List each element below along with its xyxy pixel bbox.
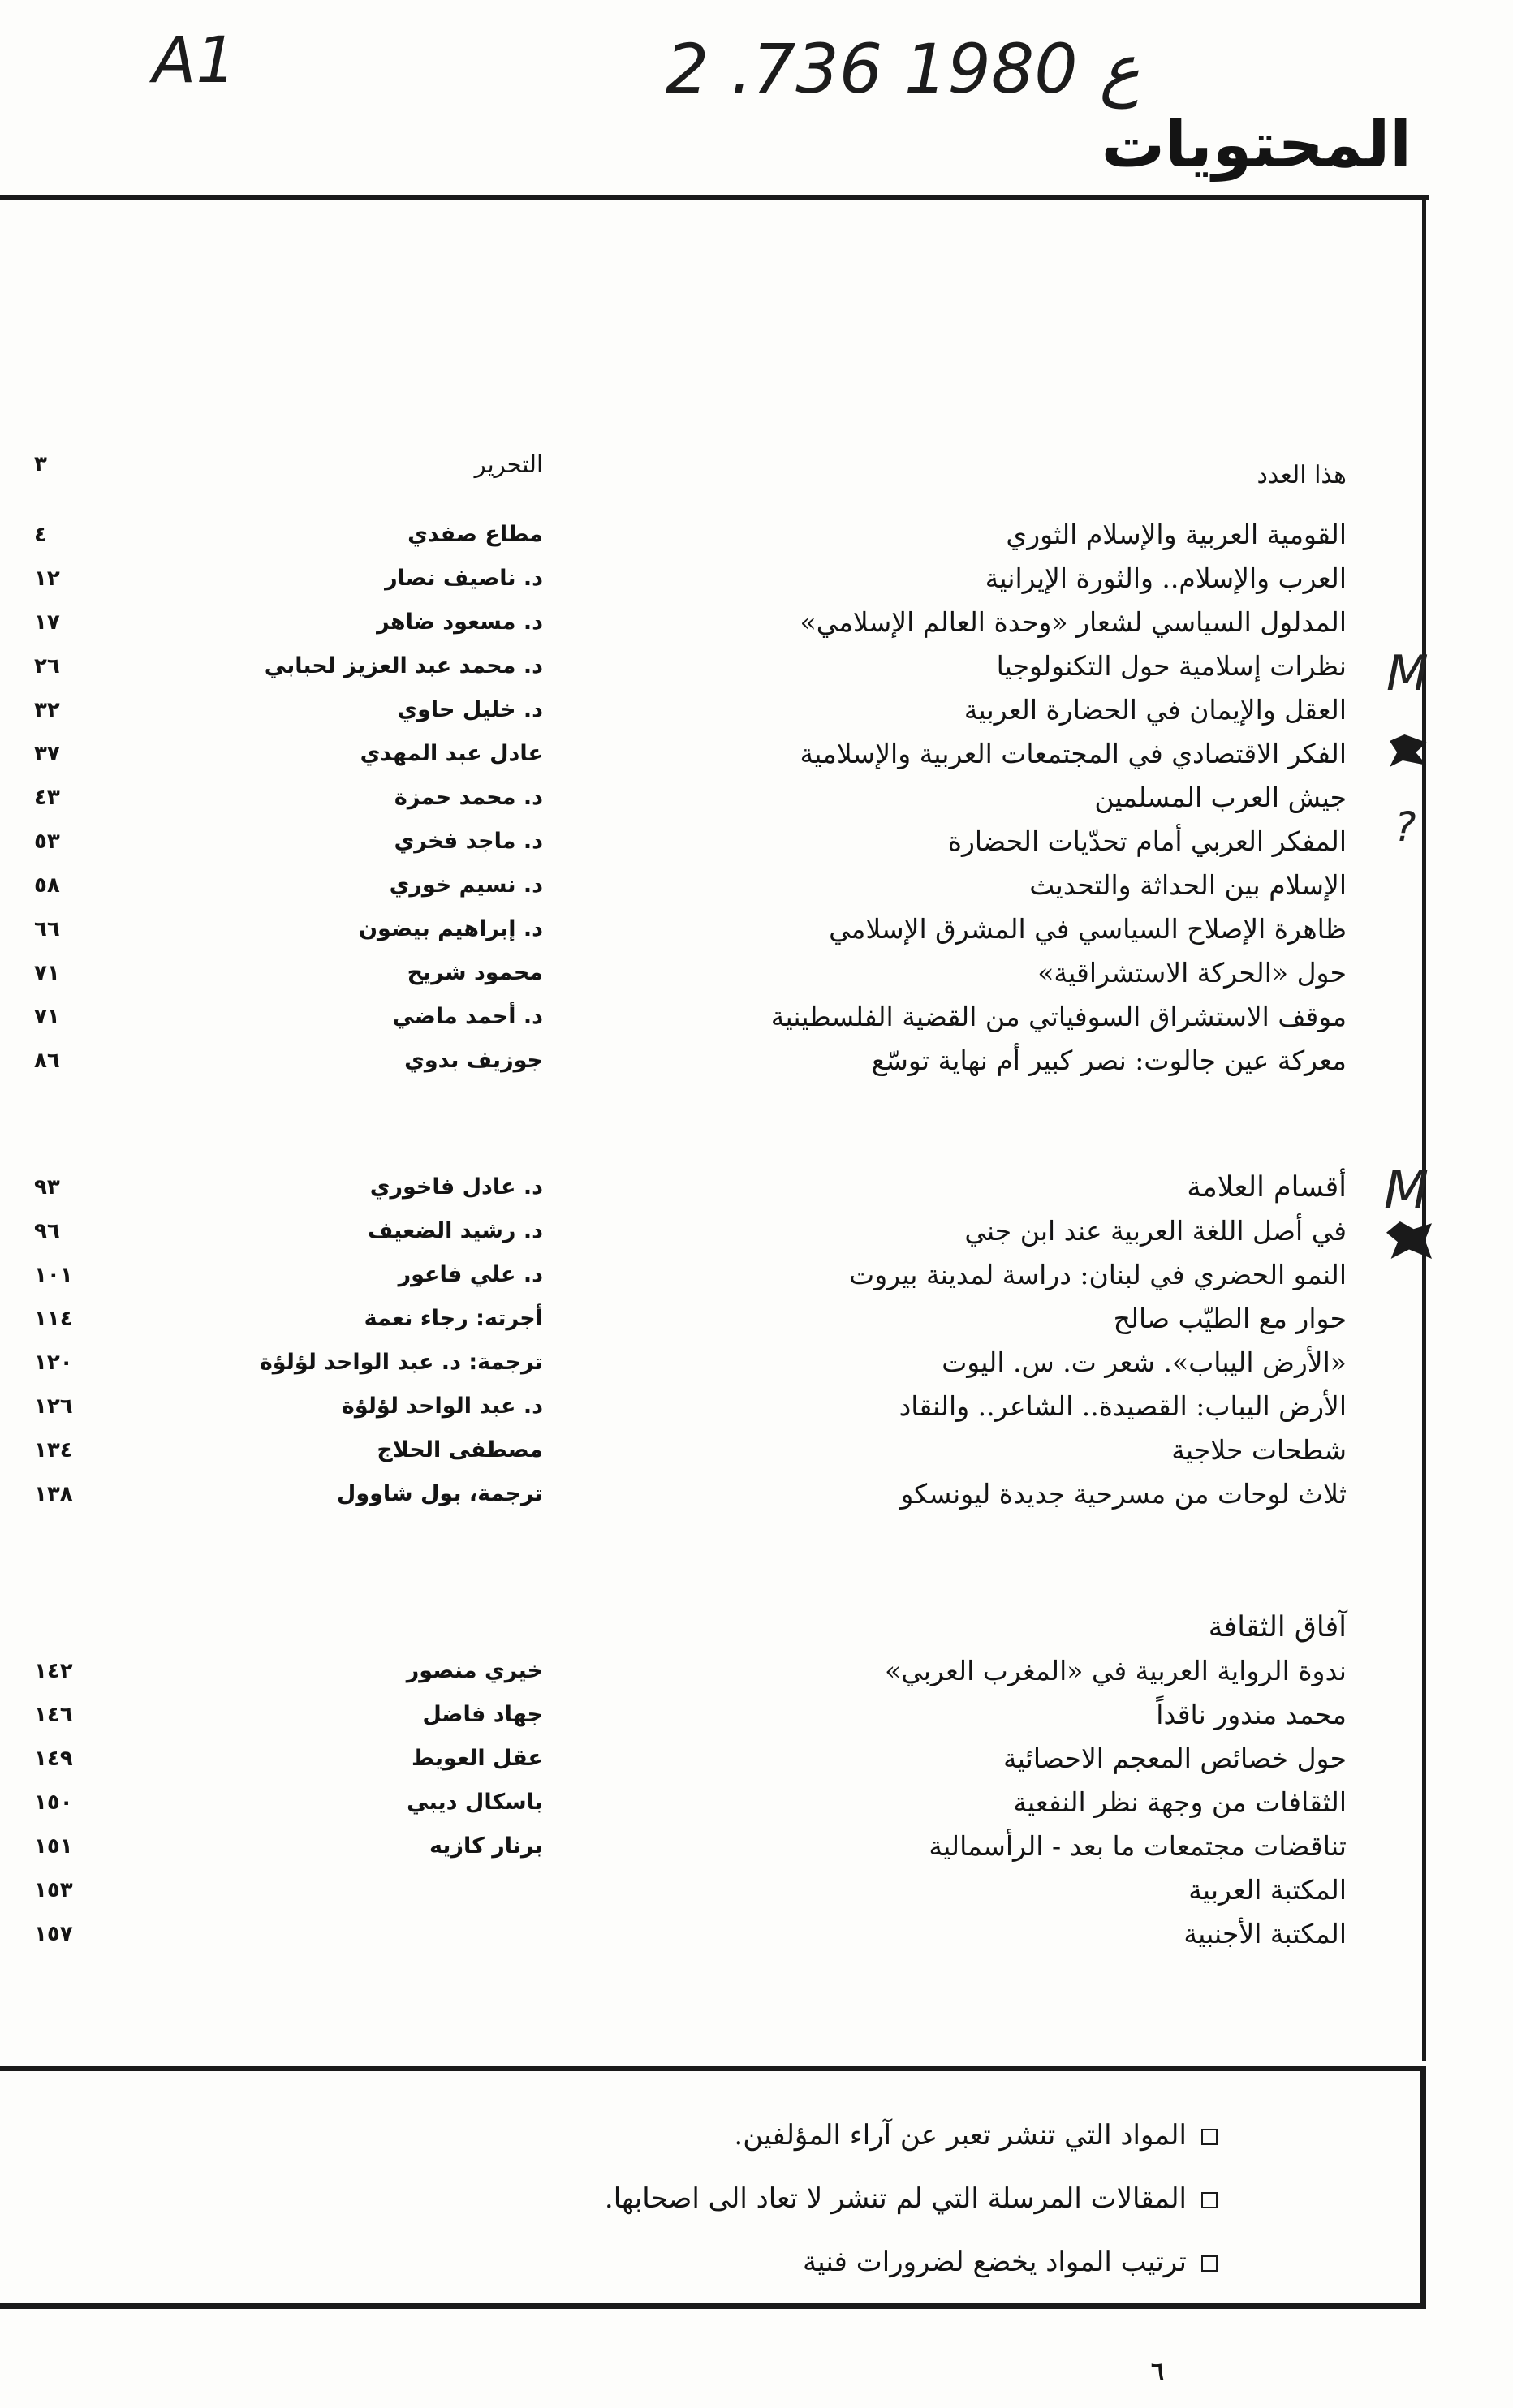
notes-box (0, 2066, 1426, 2309)
toc-row (0, 1649, 1513, 1693)
toc-page: ١٥٧ (34, 1922, 73, 1946)
toc-author: د. إبراهيم بيضون (358, 916, 543, 941)
toc-page: ٥٣ (34, 829, 60, 854)
toc-page: ١٠١ (34, 1263, 73, 1287)
toc-page: ١٥١ (34, 1834, 73, 1859)
toc-author: أجرته: رجاء نعمة (364, 1306, 543, 1331)
note-item (605, 2104, 1218, 2167)
toc-title: المكتبة العربية (1188, 1874, 1347, 1906)
toc-title: الأرض اليباب: القصيدة.. الشاعر.. والنقاد (899, 1390, 1347, 1422)
toc-row (0, 776, 1513, 820)
toc-row-editorial (0, 442, 1513, 489)
toc-title: شطحات حلاجية (1171, 1434, 1347, 1466)
toc-title: حول خصائص المعجم الاحصائية (1003, 1742, 1347, 1774)
toc-section-heading (0, 1605, 1513, 1649)
square-bullet-icon (1201, 2255, 1218, 2272)
toc-author: جهاد فاضل (422, 1702, 543, 1727)
toc-row (0, 1385, 1513, 1428)
toc-author: باسكال ديبي (407, 1790, 543, 1815)
toc-row (0, 1737, 1513, 1781)
toc-page: ١٥٣ (34, 1878, 73, 1902)
toc-row (0, 1428, 1513, 1472)
toc-author: مطاع صفدي (407, 522, 543, 547)
toc-page: ٦٦ (34, 917, 60, 941)
toc-title: المدلول السياسي لشعار «وحدة العالم الإسلامي» (800, 606, 1347, 638)
toc-title: المكتبة الأجنبية (1183, 1918, 1347, 1949)
toc-page: ٥٨ (34, 873, 60, 898)
handwritten-id: A1 (153, 24, 236, 97)
toc-title: حوار مع الطيّب صالح (1113, 1303, 1347, 1334)
toc-row (0, 1868, 1513, 1912)
toc-title: ندوة الرواية العربية في «المغرب العربي» (885, 1655, 1347, 1686)
toc-author: د. ماجد فخري (394, 829, 543, 854)
toc-author: د. خليل حاوي (397, 697, 543, 722)
section-heading-title: أقسام العلامة (1187, 1171, 1347, 1204)
toc-title: هذا العدد (1257, 461, 1347, 489)
toc-page: ٩٣ (34, 1175, 60, 1200)
toc-row (0, 1472, 1513, 1516)
toc-title: في أصل اللغة العربية عند ابن جني (964, 1215, 1347, 1247)
toc-title: الثقافات من وجهة نظر النفعية (1013, 1786, 1347, 1818)
toc-title: الفكر الاقتصادي في المجتمعات العربية والإسلامية (800, 738, 1347, 769)
toc-author: التحرير (474, 450, 543, 478)
toc-author: د. علي فاعور (398, 1262, 543, 1287)
toc-author: د. رشيد الضعيف (367, 1218, 543, 1243)
note-text: ترتيب المواد يخضع لضرورات فنية (802, 2246, 1187, 2278)
toc-page: ٧١ (34, 961, 60, 985)
toc-row (0, 688, 1513, 732)
toc-section-heading (0, 1165, 1513, 1209)
toc-author: محمود شريح (407, 960, 543, 985)
toc-row (0, 601, 1513, 644)
toc-page: ١٥٠ (34, 1790, 73, 1815)
note-text: المواد التي تنشر تعبر عن آراء المؤلفين. (734, 2119, 1187, 2152)
toc-page: ١٢٦ (34, 1394, 73, 1419)
toc-author: د. محمد حمزة (394, 785, 543, 810)
note-text: المقالات المرسلة التي لم تنشر لا تعاد الى اصحابها. (604, 2182, 1187, 2215)
toc-page: ٨٦ (34, 1049, 60, 1073)
toc-page: ١١٤ (34, 1307, 73, 1331)
margin-mark-question: ? (1394, 803, 1416, 851)
toc-page: ٣٢ (34, 698, 60, 722)
margin-mark-m: M (1384, 1161, 1429, 1221)
title-underline (0, 195, 1429, 200)
notes-list (605, 2104, 1218, 2294)
toc-page: ٤ (34, 523, 47, 547)
toc-title: العقل والإيمان في الحضارة العربية (963, 694, 1347, 726)
toc-title: المفكر العربي أمام تحدّيات الحضارة (947, 825, 1347, 857)
toc-title: «الأرض اليباب». شعر ت. س. اليوت (942, 1346, 1347, 1378)
toc-page: ١٧ (34, 610, 60, 635)
toc-page: ٢٦ (34, 654, 60, 678)
toc-author: د. ناصيف نصار (385, 566, 543, 591)
toc-author: د. أحمد ماضي (392, 1004, 543, 1029)
toc-author: مصطفى الحلاج (377, 1437, 543, 1462)
toc-page: ١٣٤ (34, 1438, 73, 1462)
toc-row (0, 513, 1513, 557)
note-item (605, 2167, 1218, 2230)
toc-author: عادل عبد المهدي (360, 741, 543, 766)
toc-row (0, 732, 1513, 776)
toc-author: برنار كازيه (429, 1833, 543, 1859)
square-bullet-icon (1201, 2192, 1218, 2208)
toc-title: الإسلام بين الحداثة والتحديث (1029, 869, 1347, 901)
toc-row (0, 1824, 1513, 1868)
toc-title: العرب والإسلام.. والثورة الإيرانية (985, 562, 1347, 594)
toc-page: ١٢ (34, 566, 60, 591)
toc-page: ٩٦ (34, 1219, 60, 1243)
toc-row (0, 951, 1513, 995)
toc-row (0, 1209, 1513, 1253)
square-bullet-icon (1201, 2129, 1218, 2145)
toc-title: حول «الحركة الاستشراقية» (1037, 957, 1347, 989)
toc-row (0, 1693, 1513, 1737)
toc-page: ١٣٨ (34, 1482, 73, 1506)
toc-author: د. محمد عبد العزيز لحبابي (264, 653, 543, 678)
page-title: المحتويات (1101, 109, 1412, 182)
toc-row (0, 1039, 1513, 1083)
toc-page: ١٤٩ (34, 1747, 73, 1771)
toc-page: ١٤٦ (34, 1703, 73, 1727)
handwritten-reference: 2 .ع 1980 736 (666, 29, 1140, 109)
toc-row (0, 864, 1513, 907)
toc-author: ترجمة: د. عبد الواحد لؤلؤة (259, 1350, 543, 1375)
toc-title: النمو الحضري في لبنان: دراسة لمدينة بيروت (849, 1259, 1347, 1290)
toc-author: د. عادل فاخوري (369, 1174, 543, 1200)
toc-row (0, 820, 1513, 864)
toc-page: ٧١ (34, 1005, 60, 1029)
toc-page: ٣ (34, 452, 47, 476)
page-number: ٦ (1151, 2358, 1165, 2386)
toc-page: ٣٧ (34, 742, 60, 766)
toc-row (0, 557, 1513, 601)
toc-title: القومية العربية والإسلام الثوري (1006, 519, 1347, 550)
toc-title: جيش العرب المسلمين (1094, 782, 1347, 813)
toc-title: ظاهرة الإصلاح السياسي في المشرق الإسلامي (829, 913, 1347, 945)
toc-author: ترجمة، بول شاوول (336, 1481, 543, 1506)
toc-author: عقل العويط (412, 1746, 543, 1771)
toc-title: محمد مندور ناقداً (1156, 1699, 1347, 1730)
toc-row (0, 1253, 1513, 1297)
margin-mark-m: M (1386, 645, 1429, 702)
toc-author: جوزيف بدوي (404, 1048, 543, 1073)
toc-title: نظرات إسلامية حول التكنولوجيا (996, 650, 1347, 682)
toc-row (0, 1341, 1513, 1385)
toc-title: ثلاث لوحات من مسرحية جديدة ليونسكو (900, 1478, 1347, 1510)
toc-page: ١٤٢ (34, 1659, 73, 1683)
toc-page: ٤٣ (34, 786, 60, 810)
toc-row (0, 995, 1513, 1039)
note-item (605, 2230, 1218, 2294)
toc-author: د. مسعود ضاهر (377, 610, 543, 635)
toc-row (0, 907, 1513, 951)
toc-author: خيري منصور (406, 1658, 543, 1683)
toc-row (0, 1781, 1513, 1824)
toc-author: د. نسيم خوري (389, 872, 543, 898)
toc-title: معركة عين جالوت: نصر كبير أم نهاية توسّع (871, 1045, 1347, 1076)
section-heading-title: آفاق الثقافة (1208, 1611, 1347, 1643)
toc-title: تناقضات مجتمعات ما بعد - الرأسمالية (929, 1830, 1347, 1862)
toc-title: موقف الاستشراق السوفياتي من القضية الفلسطينية (770, 1001, 1347, 1032)
toc-author: د. عبد الواحد لؤلؤة (341, 1394, 543, 1419)
toc-row (0, 1297, 1513, 1341)
toc-page: ١٢٠ (34, 1350, 73, 1375)
toc-row (0, 644, 1513, 688)
toc-row (0, 1912, 1513, 1956)
